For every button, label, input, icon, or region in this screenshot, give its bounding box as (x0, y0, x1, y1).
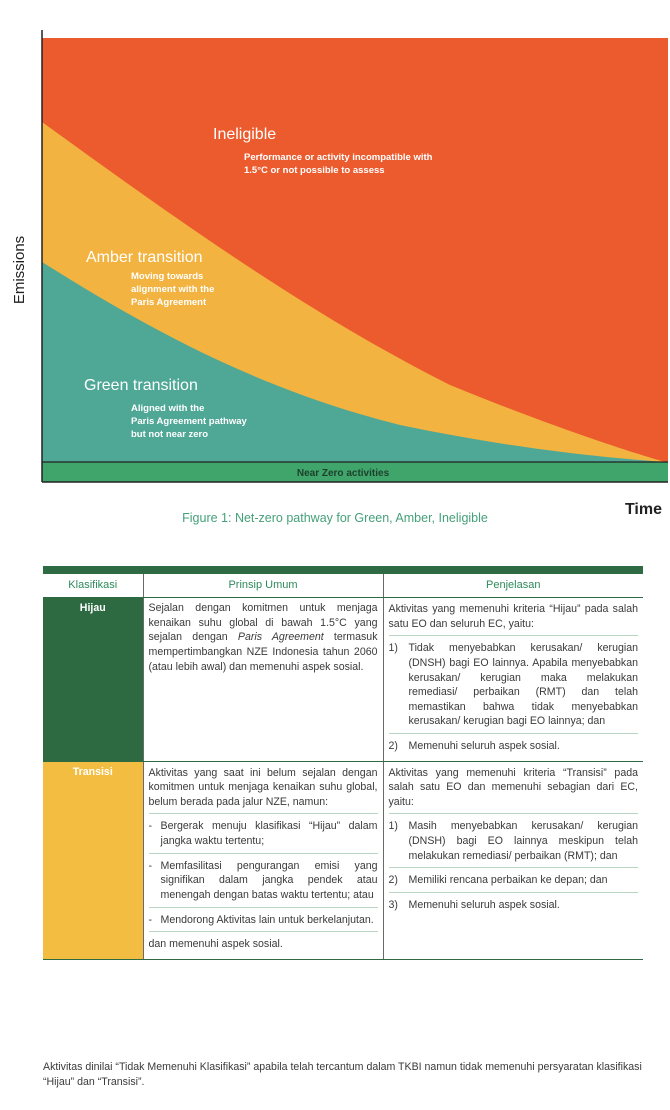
item-text: Memiliki rencana perbaikan ke depan; dan (408, 874, 608, 887)
penjelasan-transisi-item-1 (389, 818, 639, 868)
header-klasifikasi: Klasifikasi (43, 574, 143, 598)
paris-agreement-italic: Paris Agreement (237, 631, 324, 644)
item-text: Tidak menyebabkan kerusakan/ kerugian (DNSH) bagi EO lainnya. Apabila menyebabkan kerusakan/ kerugian maka melakukan remediasi/ perbaikan (RMT) dan telah memastikan bahwa tidak menyebabkan kerusakan/ kerugian bagi EO lainnya; dan (408, 642, 638, 728)
green-transition-label: Green transition (84, 377, 198, 394)
bullet-text: Mendorong Aktivitas lain untuk berkelanjutan. (160, 913, 374, 926)
prinsip-hijau-text-2: termasuk mempertimbangkan NZE Indonesia tahun 2060 (atau lebih awal) dan memenuhi aspek sosial. (148, 631, 378, 673)
header-prinsip-umum: Prinsip Umum (143, 574, 383, 598)
penjelasan-transisi-item-3 (389, 897, 639, 917)
green-description-line-2: Paris Agreement pathway (131, 416, 247, 427)
green-description-line-1: Aligned with the (131, 403, 205, 414)
near-zero-label: Near Zero activities (296, 468, 390, 479)
penjelasan-hijau-item-2 (389, 738, 639, 758)
prinsip-transisi-outro: dan memenuhi aspek sosial. (148, 938, 283, 951)
classification-table (43, 566, 643, 960)
ineligible-description-line-1: Performance or activity incompatible with (244, 152, 433, 163)
table-header-row (43, 574, 643, 598)
item-text: Masih menyebabkan kerusakan/ kerugian (DNSH) bagi EO lainnya meskipun telah melakukan remediasi/ perbaikan (RMT); dan (408, 820, 638, 862)
prinsip-hijau (143, 598, 383, 761)
y-axis-label: Emissions (11, 235, 28, 305)
figure-caption: Figure 1: Net-zero pathway for Green, Amber, Ineligible (182, 511, 488, 525)
table-top-bar (43, 566, 643, 574)
prinsip-transisi-intro: Aktivitas yang saat ini belum sejalan dengan komitmen untuk menjaga kenaikan suhu global, belum berada pada jalur NZE, namun: (149, 765, 378, 815)
table-row-hijau (43, 598, 643, 761)
footnote: Aktivitas dinilai “Tidak Memenuhi Klasifikasi” apabila telah tercantum dalam TKBI namun tidak memenuhi persyaratan klasifikasi “Hijau” dan “Transisi”. (43, 1061, 642, 1088)
item-number: 1) (388, 642, 398, 655)
item-number: 2) (388, 874, 398, 887)
bullet-text: Bergerak menuju klasifikasi “Hijau” dalam jangka waktu tertentu; (160, 820, 378, 848)
penjelasan-hijau (383, 598, 643, 761)
ineligible-label: Ineligible (213, 126, 277, 143)
prinsip-transisi-bullet-3: - Mendorong Aktivitas lain untuk berkelanjutan. (149, 912, 378, 933)
prinsip-transisi (143, 761, 383, 959)
header-penjelasan: Penjelasan (383, 574, 643, 598)
amber-description-line-3: Paris Agreement (131, 297, 207, 308)
bullet-text: Memfasilitasi pengurangan emisi yang signifikan dalam jangka pendek atau menengah dengan batas waktu tertentu; atau (160, 859, 378, 901)
item-text: Memenuhi seluruh aspek sosial. (408, 740, 560, 753)
prinsip-transisi-bullet-2: - Memfasilitasi pengurangan emisi yang signifikan dalam jangka pendek atau menengah dengan batas waktu tertentu; atau (149, 858, 378, 908)
penjelasan-hijau-intro: Aktivitas yang memenuhi kriteria “Hijau” pada salah satu EO dan seluruh EC, yaitu: (389, 601, 639, 636)
ineligible-description-line-2: 1.5°C or not possible to assess (244, 165, 385, 176)
item-number: 3) (388, 898, 398, 911)
label-hijau: Hijau (43, 598, 143, 761)
penjelasan-transisi (383, 761, 643, 959)
amber-description-line-1: Moving towards (131, 271, 204, 282)
item-number: 2) (388, 740, 398, 753)
prinsip-transisi-bullet-1: - Bergerak menuju klasifikasi “Hijau” dalam jangka waktu tertentu; (149, 818, 378, 853)
amber-description-line-2: alignment with the (131, 284, 215, 295)
prinsip-hijau-text-1: Sejalan dengan komitmen untuk menjaga kenaikan suhu global di bawah 1.5°C yang sejalan dengan (148, 602, 378, 644)
item-text: Memenuhi seluruh aspek sosial. (408, 898, 560, 911)
x-axis-label: Time (624, 501, 662, 518)
net-zero-pathway-chart (0, 0, 670, 530)
item-number: 1) (388, 820, 398, 833)
green-description-line-3: but not near zero (131, 429, 209, 440)
penjelasan-hijau-item-1 (389, 640, 639, 734)
table-row-transisi (43, 761, 643, 959)
penjelasan-transisi-intro: Aktivitas yang memenuhi kriteria “Transisi” pada salah satu EO dan memenuhi sebagian dari EC, yaitu: (389, 765, 639, 815)
amber-transition-label: Amber transition (86, 249, 203, 266)
label-transisi: Transisi (43, 761, 143, 959)
penjelasan-transisi-item-2 (389, 872, 639, 893)
